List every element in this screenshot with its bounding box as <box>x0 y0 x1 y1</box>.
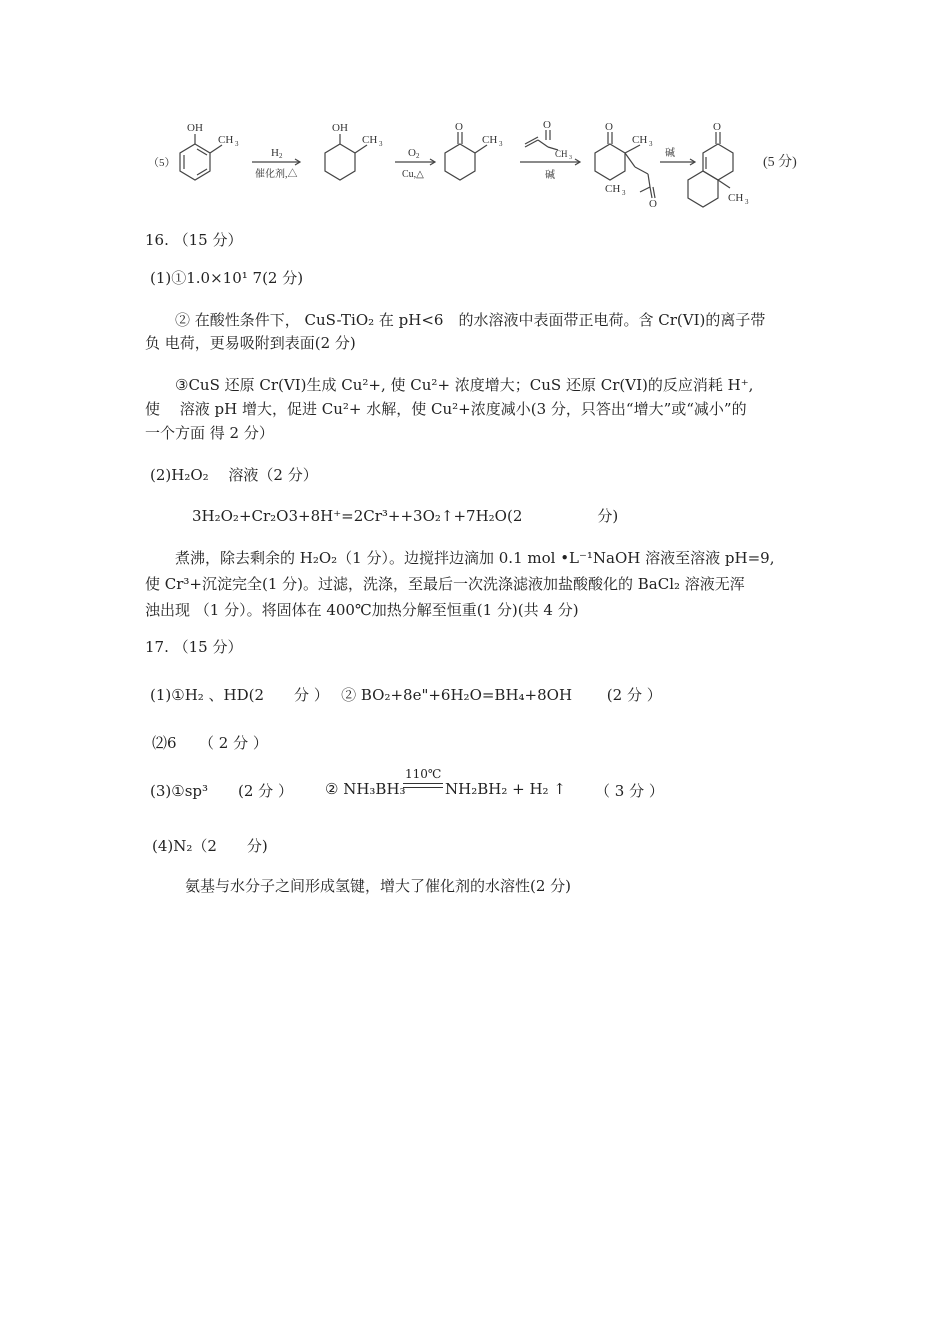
q16-part1: (1)①1.0×10¹ 7(2 分) <box>150 269 304 287</box>
svg-text:O: O <box>605 121 613 133</box>
svg-text:3: 3 <box>745 198 749 206</box>
q16-part1-3-line3: 一个方面 得 2 分） <box>145 424 274 442</box>
scheme-score: (5 分) <box>763 155 797 170</box>
diketone-ring <box>595 144 625 180</box>
q16-part1-2-line1: ② 在酸性条件下， CuS-TiO₂ 在 pH<6 的水溶液中表面带正电荷。含 Cr(VI)的离子带 <box>175 311 766 329</box>
svg-text:OH: OH <box>187 122 203 134</box>
cyclohexanone-ring <box>445 144 475 180</box>
svg-text:OH: OH <box>332 122 348 134</box>
q16-part1-2-line2: 负 电荷，更易吸附到表面(2 分) <box>145 334 356 352</box>
svg-text:CH: CH <box>632 134 648 146</box>
scheme-label: （5） <box>148 157 176 169</box>
svg-text:2: 2 <box>416 152 420 160</box>
q17-part1: (1)①H₂ 、HD(2 分 ） ② BO₂+8e"+6H₂O=BH₄+8OH (2 分 ） <box>150 686 662 704</box>
svg-text:H: H <box>271 147 279 159</box>
svg-text:3: 3 <box>569 155 572 161</box>
q16-equation: 3H₂O₂+Cr₂O3+8H⁺=2Cr³++3O₂↑+7H₂O(2 分) <box>192 507 619 525</box>
svg-text:碱: 碱 <box>545 170 555 181</box>
q17-part2: ⑵6 （ 2 分 ） <box>152 734 268 752</box>
svg-text:3: 3 <box>622 189 626 197</box>
svg-text:2: 2 <box>279 152 283 160</box>
svg-text:3: 3 <box>649 140 653 148</box>
svg-text:催化剂,△: 催化剂,△ <box>255 169 298 180</box>
svg-text:O: O <box>408 147 416 159</box>
q17-part3-2-condition: 110℃ <box>405 767 442 781</box>
reaction-scheme-drawing <box>140 112 820 212</box>
reaction-scheme <box>140 112 820 212</box>
q17-part3-2-products: NH₂BH₂ + H₂ ↑ <box>445 780 566 798</box>
svg-text:Cu,△: Cu,△ <box>402 169 424 180</box>
svg-text:CH: CH <box>728 192 744 204</box>
svg-text:3: 3 <box>499 140 503 148</box>
svg-text:3: 3 <box>379 140 383 148</box>
cyclohexane-ring-1 <box>325 144 355 180</box>
svg-text:O: O <box>649 198 657 210</box>
svg-text:O: O <box>455 121 463 133</box>
octalone-ring-2 <box>688 171 718 207</box>
svg-text:CH: CH <box>482 134 498 146</box>
svg-text:CH: CH <box>555 149 568 159</box>
q17-part4-explanation: 氨基与水分子之间形成氢键，增大了催化剂的水溶性(2 分) <box>185 877 572 895</box>
svg-text:CH: CH <box>218 134 234 146</box>
svg-text:3: 3 <box>235 140 239 148</box>
q16-procedure-line2: 使 Cr³+沉淀完全(1 分)。过滤，洗涤，至最后一次洗涤滤液加盐酸酸化的 BaCl₂ 溶液无浑 <box>145 575 745 593</box>
q17-heading: 17. （15 分） <box>145 638 243 656</box>
svg-text:碱: 碱 <box>665 148 675 159</box>
svg-text:CH: CH <box>362 134 378 146</box>
svg-text:O: O <box>713 121 721 133</box>
svg-text:O: O <box>543 119 551 131</box>
svg-text:CH: CH <box>605 183 621 195</box>
q16-part1-3-line2: 使 溶液 pH 增大，促进 Cu²+ 水解，使 Cu²+浓度减小(3 分，只答出“增大”或“减小”的 <box>145 400 747 418</box>
q16-part2: (2)H₂O₂ 溶液（2 分） <box>150 466 318 484</box>
q16-procedure-line3: 浊出现 （1 分）。将固体在 400℃加热分解至恒重(1 分)(共 4 分) <box>145 601 579 619</box>
q17-part4: (4)N₂（2 分) <box>152 837 268 855</box>
octalone-ring-1 <box>703 144 733 180</box>
equilibrium-sign <box>403 783 443 788</box>
q16-part1-3-line1: ③CuS 还原 Cr(VI)生成 Cu²+, 使 Cu²+ 浓度增大；CuS 还原 Cr(VI)的反应消耗 H⁺, <box>175 376 754 394</box>
q17-part3-2-reactant: ② NH₃BH₃ <box>325 780 406 798</box>
q16-procedure-line1: 煮沸，除去剩余的 H₂O₂（1 分）。边搅拌边滴加 0.1 mol •L⁻¹NaOH 溶液至溶液 pH=9, <box>175 549 775 567</box>
q17-part3-score: （ 3 分 ） <box>595 782 664 800</box>
q17-part3-1: (3)①sp³ (2 分 ） <box>150 782 293 800</box>
q16-heading: 16. （15 分） <box>145 231 243 249</box>
